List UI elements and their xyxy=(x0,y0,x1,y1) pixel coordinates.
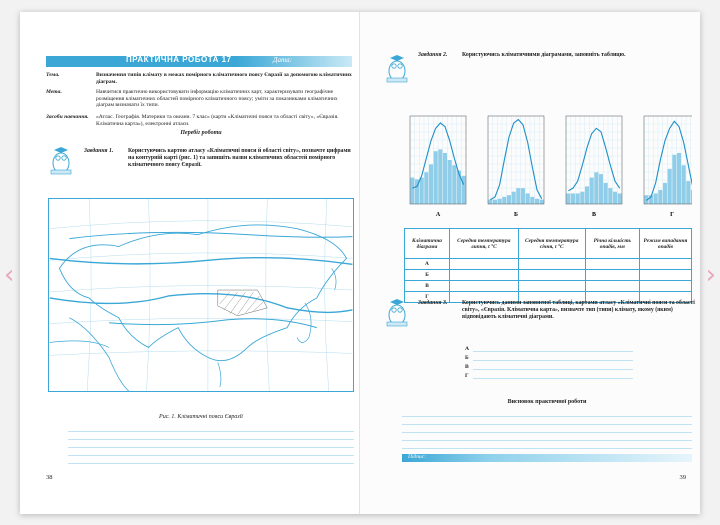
table-row: А xyxy=(405,259,692,270)
precip-bar xyxy=(498,199,502,204)
next-page-arrow[interactable]: › xyxy=(705,260,716,290)
goal-row xyxy=(46,89,356,109)
tools-row xyxy=(46,114,356,127)
precip-bar xyxy=(571,193,575,204)
th-precip: Річна кількість опадів, мм xyxy=(585,229,639,259)
precip-bar xyxy=(576,193,580,204)
precip-bar xyxy=(443,153,447,204)
precip-bar xyxy=(516,188,520,204)
precip-bar xyxy=(434,151,438,204)
precip-bar xyxy=(668,169,672,204)
precip-bar xyxy=(420,178,424,204)
table-row: Б xyxy=(405,270,692,281)
precip-bar xyxy=(438,149,442,204)
precip-bar xyxy=(654,193,658,204)
prev-page-arrow[interactable]: ‹ xyxy=(4,260,15,290)
date-label: Дата: xyxy=(273,56,292,64)
work-title: ПРАКТИЧНА РОБОТА 17 xyxy=(126,55,232,64)
precip-bar xyxy=(452,165,456,204)
precip-bar xyxy=(521,188,525,204)
precip-bar xyxy=(502,197,506,204)
precip-bar xyxy=(590,178,594,204)
precip-bar xyxy=(530,197,534,204)
answer-b[interactable]: Б xyxy=(465,355,469,361)
eurasia-contour-map xyxy=(48,198,354,392)
task-3-text: Користуючись даними заповненої таблиці, картами атласу «Кліматичні пояси та області світу», «Євразія. Кліматична карта», визначте тип (типи) клімату, якому (яким) відповідають кліматичні діаграми. xyxy=(462,300,695,320)
precip-bar xyxy=(608,188,612,204)
goal-text: Навчитися практично використовувати інформацію кліматичних карт, характеризувати географічне розміщення кліматичних областей помірного кліматичного поясу; уміти за показниками кліматичних діаграм визначати їх типи. xyxy=(96,89,338,109)
precip-bar xyxy=(410,178,414,204)
diagram-letter: В xyxy=(591,212,597,218)
diagram-letter: Г xyxy=(670,212,674,218)
precip-bar xyxy=(604,183,608,204)
owl-mascot-icon xyxy=(384,54,410,84)
th-july-temp: Середня температура липня, t °C xyxy=(450,229,519,259)
answer-a[interactable]: А xyxy=(465,346,469,352)
precip-bar xyxy=(580,192,584,204)
th-diagram: Кліматична діаграма xyxy=(405,229,450,259)
task-2 xyxy=(418,52,698,64)
task-3 xyxy=(418,300,698,336)
table-header-row xyxy=(405,229,692,259)
precip-bar xyxy=(594,172,598,204)
climate-diagrams xyxy=(402,110,692,218)
precip-bar xyxy=(682,165,686,204)
precip-bar xyxy=(585,186,589,204)
precip-bar xyxy=(677,153,681,204)
diagram-letter: Б xyxy=(514,212,518,218)
conclusion-lines[interactable] xyxy=(402,409,692,449)
owl-mascot-icon xyxy=(384,298,410,328)
work-title-bar xyxy=(46,56,352,67)
progress-heading: Перебіг роботи xyxy=(180,130,222,136)
tools-label: Засоби навчання. xyxy=(46,114,89,120)
task-2-label: Завдання 2. xyxy=(418,52,448,58)
task-3-label: Завдання 3. xyxy=(418,300,448,306)
task-1-label: Завдання 1. xyxy=(84,148,114,154)
precip-bar xyxy=(512,192,516,204)
precip-bar xyxy=(691,190,692,204)
topic-row xyxy=(46,72,356,85)
topic-text: Визначення типів клімату в межах помірного кліматичного поясу Євразії за допомогою кліматичних діаграм. xyxy=(96,72,352,85)
signature-label: Підпис: xyxy=(408,454,427,460)
signature-bar xyxy=(402,454,692,462)
owl-mascot-icon xyxy=(48,146,74,176)
precip-bar xyxy=(424,172,428,204)
precip-bar xyxy=(429,164,433,204)
precip-bar xyxy=(488,200,492,204)
precip-bar xyxy=(686,181,690,204)
book-spread xyxy=(20,12,700,514)
map-caption: Рис. 1. Кліматичні пояси Євразії xyxy=(159,414,243,420)
precip-bar xyxy=(663,183,667,204)
precip-bar xyxy=(457,171,461,204)
task-1 xyxy=(84,148,356,184)
climate-table xyxy=(404,228,692,303)
table-row: В xyxy=(405,281,692,292)
page-number-right: 39 xyxy=(679,474,686,481)
precip-bar xyxy=(448,160,452,204)
answer-v[interactable]: В xyxy=(465,364,469,370)
precip-bar xyxy=(566,193,570,204)
precip-bar xyxy=(526,193,530,204)
th-jan-temp: Середня температура січня, t °C xyxy=(518,229,585,259)
th-precip-regime: Режим випадання опадів xyxy=(639,229,691,259)
task-1-text: Користуючись картою атласу «Кліматичні пояси й області світу», позначте цифрами на контурній карті (рис. 1) та запишіть назви кліматичних областей помірного кліматичного поясу Євразії. xyxy=(128,148,351,168)
precip-bar xyxy=(618,193,622,204)
precip-bar xyxy=(658,190,662,204)
precip-bar xyxy=(540,200,544,204)
right-page xyxy=(360,12,700,514)
topic-label: Тема. xyxy=(46,72,60,78)
diagram-letter: А xyxy=(435,212,441,218)
page-number-left: 38 xyxy=(46,474,53,481)
conclusion-heading: Висновок практичної роботи xyxy=(507,399,587,405)
precip-bar xyxy=(613,192,617,204)
precip-bar xyxy=(672,155,676,204)
left-page xyxy=(20,12,360,514)
tools-text: «Атлас. Географія. Материки та океани. 7 клас» (карти «Кліматичні пояси та області світу», «Євразія. Кліматична карта»), електронні атласи. xyxy=(96,114,339,127)
answer-g[interactable]: Г xyxy=(465,373,469,379)
precip-bar xyxy=(535,199,539,204)
answer-lines-left[interactable] xyxy=(68,424,354,464)
table-row: Г xyxy=(405,292,692,303)
precip-bar xyxy=(507,195,511,204)
precip-bar xyxy=(493,200,497,204)
precip-bar xyxy=(599,174,603,204)
goal-label: Мета. xyxy=(46,89,62,95)
task-2-text: Користуючись кліматичними діаграмами, заповніть таблицю. xyxy=(462,52,626,58)
